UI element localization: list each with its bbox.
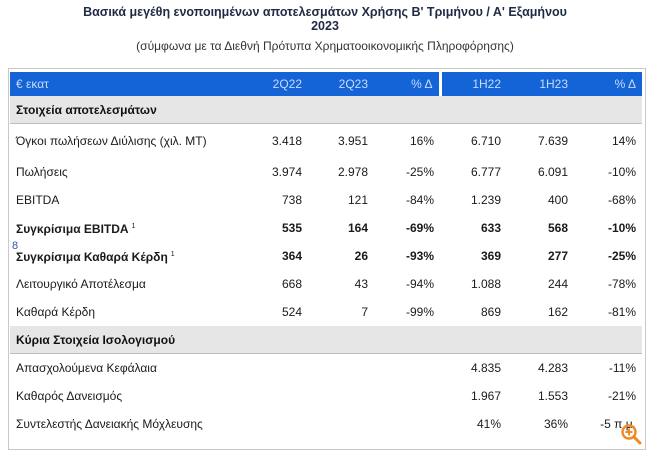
cell-1h23: 6.091 <box>537 165 568 179</box>
cell-1h22: 4.835 <box>470 361 501 375</box>
cell-2q22: 524 <box>281 305 302 319</box>
table-row <box>10 382 642 410</box>
cell-change-quarter: -69% <box>405 221 434 235</box>
row-label: Πωλήσεις <box>16 165 68 179</box>
cell-1h23: 7.639 <box>537 134 568 148</box>
cell-1h22: 1.239 <box>470 193 501 207</box>
cell-change-quarter <box>374 354 440 383</box>
cell-1h23: 568 <box>547 221 568 235</box>
section-title-results: Στοιχεία αποτελεσμάτων <box>10 96 642 124</box>
footnote-marker: 1 <box>131 223 136 230</box>
cell-2q22: 3.418 <box>271 134 302 148</box>
stray-marker: 8 <box>12 240 19 252</box>
cell-change-quarter: -94% <box>405 277 434 291</box>
column-header-change-half: % Δ <box>574 72 642 96</box>
cell-change-quarter: -99% <box>405 305 434 319</box>
section-row-balance <box>10 326 642 354</box>
title-line-2: 2023 <box>311 19 339 33</box>
cell-1h23: 162 <box>547 305 568 319</box>
cell-change-half: -25% <box>607 249 636 263</box>
cell-2q23: 43 <box>354 277 368 291</box>
cell-1h22: 6.710 <box>470 134 501 148</box>
cell-2q23 <box>308 410 374 438</box>
cell-1h22: 41% <box>476 417 501 431</box>
cell-change-half: -10% <box>607 165 636 179</box>
cell-1h23: 1.553 <box>537 389 568 403</box>
title-line-1: Βασικά μεγέθη ενοποιημένων αποτελεσμάτων Χρήσης Β' Τριμήνου / Α' Εξαμήνου <box>83 5 567 19</box>
cell-2q23: 2.978 <box>337 165 368 179</box>
row-label: Συντελεστής Δανειακής Μόχλευσης <box>16 417 203 431</box>
cell-change-half: -21% <box>607 389 636 403</box>
cell-change-quarter: -84% <box>405 193 434 207</box>
row-label: Καθαρός Δανεισμός <box>16 389 123 403</box>
cell-2q23 <box>308 354 374 383</box>
cell-2q22 <box>242 354 308 383</box>
table-row <box>10 270 642 298</box>
cell-change-quarter: -93% <box>405 249 434 263</box>
column-header-2q23: 2Q23 <box>308 72 374 96</box>
row-label-text: Συγκρίσιμα EBITDA <box>16 222 129 236</box>
row-label-text: Συγκρίσιμα Καθαρά Κέρδη <box>16 250 168 264</box>
cell-2q23: 121 <box>347 193 368 207</box>
cell-1h23: 400 <box>547 193 568 207</box>
page-title <box>0 5 650 33</box>
cell-1h23: 244 <box>547 277 568 291</box>
cell-2q23 <box>308 382 374 410</box>
table-row <box>10 214 642 242</box>
cell-change-half: -11% <box>608 361 636 375</box>
cell-2q22: 738 <box>281 193 302 207</box>
column-header-2q22: 2Q22 <box>242 72 308 96</box>
row-label <box>10 214 242 242</box>
cell-1h23: 4.283 <box>537 361 568 375</box>
zoom-in-icon[interactable] <box>620 423 642 445</box>
table-row <box>10 298 642 326</box>
column-header-unit: € εκατ <box>10 72 242 96</box>
cell-2q22: 364 <box>281 249 302 263</box>
row-label: Απασχολούμενα Κεφάλαια <box>16 361 157 375</box>
cell-change-half: -78% <box>607 277 636 291</box>
cell-2q22: 668 <box>281 277 302 291</box>
cell-change-half: -10% <box>607 221 636 235</box>
page-subtitle: (σύμφωνα με τα Διεθνή Πρότυπα Χρηματοοικονομικής Πληροφόρησης) <box>136 39 514 53</box>
cell-1h22: 369 <box>480 249 501 263</box>
cell-2q22: 535 <box>281 221 302 235</box>
cell-change-half: -5 π.μ. <box>600 417 636 431</box>
table-row <box>10 410 642 438</box>
cell-1h23: 36% <box>543 417 568 431</box>
cell-1h22: 1.088 <box>470 277 501 291</box>
footnote-marker: 1 <box>170 251 175 258</box>
cell-change-half: 14% <box>611 134 636 148</box>
cell-1h22: 633 <box>480 221 501 235</box>
cell-change-half: -81% <box>607 305 636 319</box>
table-header-row <box>10 72 642 96</box>
column-header-1h22: 1H22 <box>440 72 507 96</box>
table-row <box>10 186 642 214</box>
table-row <box>10 124 642 159</box>
table-row <box>10 242 642 270</box>
cell-1h22: 869 <box>480 305 501 319</box>
row-label <box>10 242 242 270</box>
table-row <box>10 354 642 383</box>
cell-1h22: 6.777 <box>470 165 501 179</box>
row-label: Λειτουργικό Αποτέλεσμα <box>16 277 146 291</box>
column-header-change-quarter: % Δ <box>374 72 440 96</box>
cell-2q23: 3.951 <box>337 134 368 148</box>
table-row <box>10 158 642 186</box>
row-label: EBITDA <box>16 193 60 207</box>
cell-2q22 <box>242 410 308 438</box>
cell-2q22 <box>242 382 308 410</box>
cell-change-quarter: -25% <box>405 165 434 179</box>
financial-table <box>10 72 642 438</box>
cell-change-quarter: 16% <box>409 134 434 148</box>
cell-2q22: 3.974 <box>271 165 302 179</box>
cell-change-half: -68% <box>607 193 636 207</box>
cell-change-quarter <box>374 410 440 438</box>
row-label: Όγκοι πωλήσεων Διύλισης (χιλ. ΜΤ) <box>16 134 207 148</box>
cell-2q23: 26 <box>354 249 368 263</box>
cell-2q23: 164 <box>347 221 368 235</box>
section-row-results <box>10 96 642 124</box>
cell-1h22: 1.967 <box>470 389 501 403</box>
cell-change-quarter <box>374 382 440 410</box>
cell-1h23: 277 <box>547 249 568 263</box>
section-title-balance: Κύρια Στοιχεία Ισολογισμού <box>10 326 642 354</box>
row-label: Καθαρά Κέρδη <box>16 305 96 319</box>
column-header-1h23: 1H23 <box>507 72 574 96</box>
cell-2q23: 7 <box>361 305 368 319</box>
